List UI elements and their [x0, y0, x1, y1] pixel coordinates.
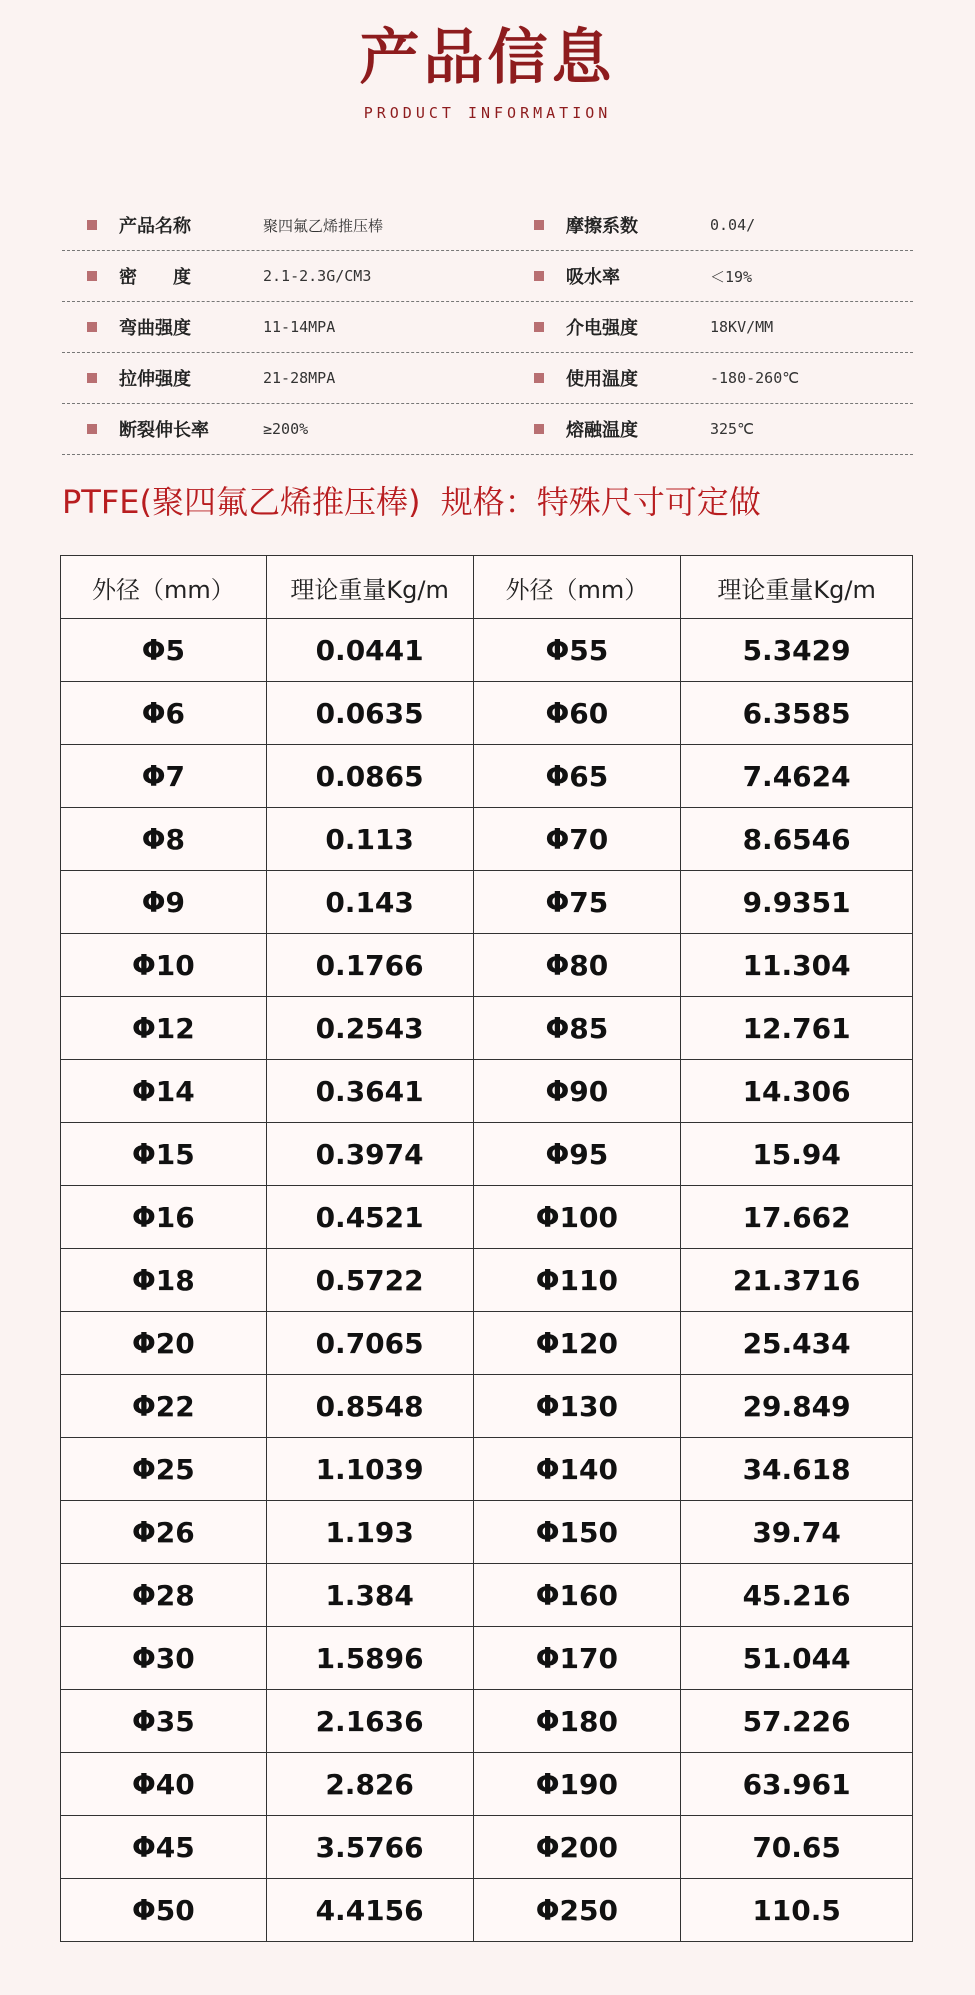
- table-row: [61, 682, 913, 745]
- diameter-cell: Φ150: [473, 1501, 681, 1564]
- diameter-cell: Φ25: [61, 1438, 267, 1501]
- diameter-cell: Φ65: [473, 745, 681, 808]
- weight-cell: 15.94: [681, 1123, 913, 1186]
- weight-cell: 1.384: [266, 1564, 473, 1627]
- table-row: [61, 745, 913, 808]
- diameter-cell: Φ14: [61, 1060, 267, 1123]
- weight-cell: 0.8548: [266, 1375, 473, 1438]
- spec-label: 弯曲强度: [119, 318, 191, 339]
- diameter-cell: Φ170: [473, 1627, 681, 1690]
- weight-cell: 0.2543: [266, 997, 473, 1060]
- spec-row: [62, 353, 913, 404]
- diameter-cell: Φ180: [473, 1690, 681, 1753]
- weight-cell: 8.6546: [681, 808, 913, 871]
- square-bullet-icon: [534, 373, 544, 383]
- weight-cell: 39.74: [681, 1501, 913, 1564]
- weight-cell: 51.044: [681, 1627, 913, 1690]
- diameter-cell: Φ30: [61, 1627, 267, 1690]
- spec-label: 使用温度: [566, 369, 638, 390]
- weight-cell: 0.0441: [266, 619, 473, 682]
- table-row: [61, 1501, 913, 1564]
- table-row: [61, 1438, 913, 1501]
- table-header-row: [61, 556, 913, 619]
- diameter-cell: Φ35: [61, 1690, 267, 1753]
- col-header-weight: 理论重量Kg/m: [266, 556, 473, 619]
- diameter-cell: Φ250: [473, 1879, 681, 1942]
- spec-label: 产品名称: [119, 216, 191, 237]
- weight-cell: 1.5896: [266, 1627, 473, 1690]
- weight-cell: 0.0865: [266, 745, 473, 808]
- spec-value: 11-14MPA: [263, 318, 336, 336]
- diameter-cell: Φ200: [473, 1816, 681, 1879]
- weight-cell: 63.961: [681, 1753, 913, 1816]
- spec-value: ≥200%: [263, 420, 309, 438]
- col-header-diameter: 外径（mm）: [473, 556, 681, 619]
- weight-cell: 29.849: [681, 1375, 913, 1438]
- diameter-cell: Φ60: [473, 682, 681, 745]
- table-row: [61, 1060, 913, 1123]
- weight-cell: 0.4521: [266, 1186, 473, 1249]
- weight-cell: 2.1636: [266, 1690, 473, 1753]
- diameter-cell: Φ190: [473, 1753, 681, 1816]
- diameter-cell: Φ5: [61, 619, 267, 682]
- table-row: [61, 1627, 913, 1690]
- diameter-cell: Φ22: [61, 1375, 267, 1438]
- weight-cell: 110.5: [681, 1879, 913, 1942]
- table-row: [61, 1375, 913, 1438]
- diameter-cell: Φ12: [61, 997, 267, 1060]
- weight-cell: 0.0635: [266, 682, 473, 745]
- weight-cell: 0.5722: [266, 1249, 473, 1312]
- table-row: [61, 1186, 913, 1249]
- spec-item: [87, 353, 335, 403]
- weight-cell: 12.761: [681, 997, 913, 1060]
- weight-cell: 3.5766: [266, 1816, 473, 1879]
- spec-value: 聚四氟乙烯推压棒: [263, 216, 384, 235]
- weight-cell: 17.662: [681, 1186, 913, 1249]
- square-bullet-icon: [534, 271, 544, 281]
- spec-label: 吸水率: [566, 267, 620, 288]
- diameter-cell: Φ90: [473, 1060, 681, 1123]
- spec-item: [87, 404, 308, 454]
- table-row: [61, 1564, 913, 1627]
- diameter-cell: Φ95: [473, 1123, 681, 1186]
- weight-table: [60, 555, 913, 1942]
- spec-value: 21-28MPA: [263, 369, 336, 387]
- weight-cell: 6.3585: [681, 682, 913, 745]
- diameter-cell: Φ28: [61, 1564, 267, 1627]
- weight-cell: 5.3429: [681, 619, 913, 682]
- spec-item: [534, 200, 755, 250]
- square-bullet-icon: [87, 322, 97, 332]
- spec-label: 拉伸强度: [119, 369, 191, 390]
- diameter-cell: Φ18: [61, 1249, 267, 1312]
- weight-cell: 0.3974: [266, 1123, 473, 1186]
- diameter-cell: Φ75: [473, 871, 681, 934]
- page-title: 产品信息: [359, 23, 616, 93]
- page-subtitle: PRODUCT INFORMATION: [363, 104, 612, 122]
- weight-cell: 9.9351: [681, 871, 913, 934]
- weight-cell: 1.193: [266, 1501, 473, 1564]
- weight-cell: 4.4156: [266, 1879, 473, 1942]
- weight-cell: 0.3641: [266, 1060, 473, 1123]
- diameter-cell: Φ140: [473, 1438, 681, 1501]
- diameter-cell: Φ50: [61, 1879, 267, 1942]
- diameter-cell: Φ85: [473, 997, 681, 1060]
- diameter-cell: Φ55: [473, 619, 681, 682]
- diameter-cell: Φ100: [473, 1186, 681, 1249]
- weight-cell: 70.65: [681, 1816, 913, 1879]
- square-bullet-icon: [87, 220, 97, 230]
- diameter-cell: Φ20: [61, 1312, 267, 1375]
- table-row: [61, 1879, 913, 1942]
- col-header-diameter: 外径（mm）: [61, 556, 267, 619]
- col-header-weight: 理论重量Kg/m: [681, 556, 913, 619]
- diameter-cell: Φ16: [61, 1186, 267, 1249]
- spec-list: [62, 200, 913, 455]
- diameter-cell: Φ40: [61, 1753, 267, 1816]
- diameter-cell: Φ120: [473, 1312, 681, 1375]
- spec-value: 0.04/: [710, 216, 756, 234]
- spec-label: 摩擦系数: [566, 216, 638, 237]
- diameter-cell: Φ7: [61, 745, 267, 808]
- diameter-cell: Φ70: [473, 808, 681, 871]
- diameter-cell: Φ8: [61, 808, 267, 871]
- diameter-cell: Φ130: [473, 1375, 681, 1438]
- spec-value: 325℃: [710, 420, 754, 438]
- spec-label: 断裂伸长率: [119, 420, 209, 441]
- weight-cell: 21.3716: [681, 1249, 913, 1312]
- table-body: [61, 619, 913, 1942]
- spec-item: [534, 353, 799, 403]
- diameter-cell: Φ110: [473, 1249, 681, 1312]
- spec-label: 介电强度: [566, 318, 638, 339]
- weight-cell: 2.826: [266, 1753, 473, 1816]
- weight-cell: 7.4624: [681, 745, 913, 808]
- spec-row: [62, 251, 913, 302]
- spec-item: [534, 404, 754, 454]
- spec-item: [87, 200, 383, 250]
- weight-cell: 0.1766: [266, 934, 473, 997]
- table-row: [61, 997, 913, 1060]
- table-row: [61, 1312, 913, 1375]
- table-row: [61, 1123, 913, 1186]
- weight-cell: 57.226: [681, 1690, 913, 1753]
- weight-cell: 25.434: [681, 1312, 913, 1375]
- table-row: [61, 1753, 913, 1816]
- square-bullet-icon: [87, 373, 97, 383]
- diameter-cell: Φ160: [473, 1564, 681, 1627]
- square-bullet-icon: [87, 424, 97, 434]
- weight-cell: 1.1039: [266, 1438, 473, 1501]
- square-bullet-icon: [534, 220, 544, 230]
- table-row: [61, 934, 913, 997]
- diameter-cell: Φ26: [61, 1501, 267, 1564]
- table-row: [61, 1816, 913, 1879]
- table-row: [61, 871, 913, 934]
- square-bullet-icon: [87, 271, 97, 281]
- table-row: [61, 1690, 913, 1753]
- spec-value: -180-260℃: [710, 369, 800, 387]
- diameter-cell: Φ80: [473, 934, 681, 997]
- spec-row: [62, 200, 913, 251]
- spec-item: [534, 302, 773, 352]
- spec-row: [62, 404, 913, 455]
- diameter-cell: Φ6: [61, 682, 267, 745]
- spec-value: 2.1-2.3G/CM3: [263, 267, 372, 285]
- weight-cell: 0.143: [266, 871, 473, 934]
- spec-item: [87, 302, 335, 352]
- weight-cell: 14.306: [681, 1060, 913, 1123]
- diameter-cell: Φ15: [61, 1123, 267, 1186]
- spec-item: [534, 251, 752, 301]
- diameter-cell: Φ45: [61, 1816, 267, 1879]
- weight-cell: 45.216: [681, 1564, 913, 1627]
- square-bullet-icon: [534, 322, 544, 332]
- spec-heading: PTFE(聚四氟乙烯推压棒) 规格：特殊尺寸可定做: [62, 483, 761, 521]
- table-row: [61, 619, 913, 682]
- spec-label: 密 度: [119, 267, 191, 288]
- weight-cell: 11.304: [681, 934, 913, 997]
- weight-cell: 0.113: [266, 808, 473, 871]
- spec-row: [62, 302, 913, 353]
- diameter-cell: Φ10: [61, 934, 267, 997]
- weight-cell: 0.7065: [266, 1312, 473, 1375]
- square-bullet-icon: [534, 424, 544, 434]
- spec-item: [87, 251, 371, 301]
- table-row: [61, 808, 913, 871]
- spec-label: 熔融温度: [566, 420, 638, 441]
- weight-cell: 34.618: [681, 1438, 913, 1501]
- spec-value: ＜19%: [710, 267, 753, 286]
- diameter-cell: Φ9: [61, 871, 267, 934]
- spec-value: 18KV/MM: [710, 318, 774, 336]
- table-row: [61, 1249, 913, 1312]
